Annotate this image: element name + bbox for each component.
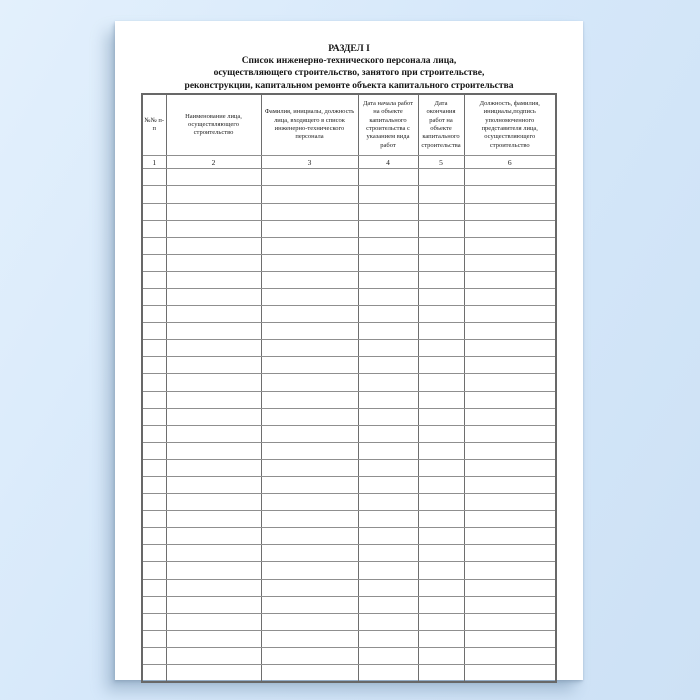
empty-cell [142,323,166,340]
empty-cell [261,528,358,545]
empty-cell [358,271,418,288]
empty-cell [358,237,418,254]
empty-cell [166,596,261,613]
empty-cell [166,613,261,630]
empty-cell [358,562,418,579]
empty-cell [418,425,464,442]
empty-table-row [142,477,556,494]
empty-cell [418,459,464,476]
empty-cell [142,391,166,408]
empty-cell [358,220,418,237]
empty-cell [418,186,464,203]
empty-cell [142,169,166,186]
empty-cell [142,630,166,647]
empty-cell [418,323,464,340]
empty-cell [166,220,261,237]
empty-cell [261,408,358,425]
empty-cell [166,254,261,271]
empty-cell [464,323,556,340]
empty-cell [142,511,166,528]
column-number-cell: 3 [261,156,358,169]
empty-cell [464,254,556,271]
column-header-number: №№ п-п [142,94,166,156]
empty-cell [358,254,418,271]
empty-table-row [142,220,556,237]
empty-cell [464,665,556,683]
empty-cell [464,391,556,408]
empty-cell [261,596,358,613]
empty-cell [418,545,464,562]
empty-cell [418,477,464,494]
empty-table-row [142,203,556,220]
empty-cell [261,288,358,305]
empty-cell [261,613,358,630]
empty-cell [358,494,418,511]
document-page [115,21,583,680]
empty-cell [358,340,418,357]
empty-cell [261,357,358,374]
table-body [142,169,556,682]
empty-table-row [142,408,556,425]
empty-cell [142,562,166,579]
empty-cell [261,340,358,357]
empty-table-row [142,630,556,647]
empty-cell [358,630,418,647]
empty-cell [418,237,464,254]
empty-cell [358,442,418,459]
column-number-cell: 2 [166,156,261,169]
empty-cell [142,528,166,545]
empty-table-row [142,186,556,203]
empty-cell [358,357,418,374]
empty-cell [261,442,358,459]
empty-cell [261,203,358,220]
empty-cell [142,408,166,425]
empty-cell [464,545,556,562]
empty-cell [261,374,358,391]
empty-cell [358,288,418,305]
empty-cell [142,665,166,683]
empty-cell [166,579,261,596]
empty-cell [358,203,418,220]
empty-cell [142,425,166,442]
empty-cell [464,442,556,459]
empty-table-row [142,647,556,664]
empty-cell [142,647,166,664]
empty-cell [464,562,556,579]
empty-table-row [142,169,556,186]
empty-cell [464,306,556,323]
empty-cell [142,579,166,596]
empty-cell [358,306,418,323]
empty-cell [358,169,418,186]
empty-table-row [142,494,556,511]
empty-cell [358,323,418,340]
empty-cell [142,545,166,562]
empty-cell [464,477,556,494]
empty-cell [418,528,464,545]
empty-table-row [142,579,556,596]
empty-cell [464,579,556,596]
empty-table-row [142,271,556,288]
empty-cell [464,169,556,186]
empty-cell [464,459,556,476]
empty-cell [166,391,261,408]
empty-cell [166,442,261,459]
section-heading: РАЗДЕЛ I [328,44,370,54]
column-numbering-row [142,156,556,169]
empty-cell [166,306,261,323]
empty-cell [166,374,261,391]
title-line-1: Список инженерно-технического персонала лица, [241,56,457,67]
empty-cell [261,562,358,579]
title-line-2: осуществляющего строительство, занятого при строительстве, [213,68,485,79]
empty-cell [261,169,358,186]
empty-cell [142,271,166,288]
empty-cell [166,459,261,476]
empty-table-row [142,357,556,374]
empty-cell [166,237,261,254]
empty-cell [261,186,358,203]
empty-cell [142,357,166,374]
empty-table-row [142,596,556,613]
empty-cell [166,630,261,647]
empty-cell [464,357,556,374]
empty-cell [418,203,464,220]
empty-cell [464,494,556,511]
empty-cell [358,408,418,425]
empty-cell [261,545,358,562]
column-number-cell: 1 [142,156,166,169]
empty-cell [142,203,166,220]
empty-cell [142,477,166,494]
empty-cell [418,408,464,425]
personnel-form-table [141,93,557,683]
empty-cell [166,186,261,203]
empty-cell [464,203,556,220]
empty-cell [261,254,358,271]
empty-cell [418,357,464,374]
empty-cell [464,511,556,528]
empty-table-row [142,665,556,683]
column-header-person-name: Фамилия, инициалы, должность лица, входящего в список инженерно-технического персонала [261,94,358,156]
empty-table-row [142,254,556,271]
empty-cell [464,596,556,613]
empty-cell [418,374,464,391]
column-header-representative: Должность, фамилия, инициалы,подпись уполномоченного представителя лица, осуществляющего строительство [464,94,556,156]
column-header-builder-name: Наименование лица, осуществляющего строительство [166,94,261,156]
empty-cell [142,237,166,254]
empty-cell [418,579,464,596]
empty-cell [166,562,261,579]
empty-cell [418,596,464,613]
empty-cell [358,613,418,630]
empty-table-row [142,323,556,340]
empty-cell [166,203,261,220]
empty-cell [418,562,464,579]
empty-table-row [142,562,556,579]
empty-cell [418,340,464,357]
empty-cell [166,647,261,664]
empty-cell [261,323,358,340]
empty-cell [358,391,418,408]
column-number-cell: 4 [358,156,418,169]
empty-cell [464,528,556,545]
empty-cell [464,647,556,664]
empty-cell [166,357,261,374]
empty-cell [464,630,556,647]
empty-cell [261,220,358,237]
empty-table-row [142,340,556,357]
empty-cell [464,237,556,254]
title-line-3: реконструкции, капитальном ремонте объекта капитального строительства [184,80,514,91]
empty-cell [358,511,418,528]
empty-cell [358,186,418,203]
column-number-cell: 6 [464,156,556,169]
empty-cell [142,459,166,476]
empty-cell [261,630,358,647]
empty-cell [358,545,418,562]
empty-cell [418,442,464,459]
empty-cell [418,169,464,186]
column-header-work-end-date: Дата окончания работ на объекте капитального строительства [418,94,464,156]
empty-cell [418,271,464,288]
empty-cell [166,477,261,494]
empty-cell [464,408,556,425]
empty-cell [418,220,464,237]
empty-cell [358,477,418,494]
empty-cell [464,288,556,305]
empty-cell [418,511,464,528]
empty-cell [261,579,358,596]
empty-cell [261,425,358,442]
empty-table-row [142,306,556,323]
empty-cell [261,271,358,288]
empty-table-row [142,425,556,442]
empty-cell [358,665,418,683]
empty-cell [261,647,358,664]
empty-cell [464,186,556,203]
empty-cell [418,647,464,664]
document-title-block [115,43,583,92]
empty-cell [464,425,556,442]
empty-cell [166,408,261,425]
empty-cell [261,494,358,511]
empty-cell [418,494,464,511]
empty-cell [418,391,464,408]
empty-cell [418,306,464,323]
empty-cell [166,169,261,186]
empty-cell [464,271,556,288]
empty-cell [358,528,418,545]
empty-table-row [142,237,556,254]
empty-cell [166,511,261,528]
empty-table-row [142,613,556,630]
empty-cell [142,596,166,613]
empty-table-row [142,528,556,545]
empty-cell [418,613,464,630]
empty-cell [358,374,418,391]
empty-cell [166,425,261,442]
empty-cell [142,374,166,391]
empty-cell [142,613,166,630]
empty-cell [142,494,166,511]
empty-cell [464,613,556,630]
empty-cell [464,220,556,237]
empty-cell [142,442,166,459]
empty-cell [142,340,166,357]
empty-cell [261,459,358,476]
empty-cell [418,665,464,683]
empty-table-row [142,391,556,408]
header-row [142,94,556,156]
empty-cell [358,596,418,613]
empty-cell [358,579,418,596]
empty-cell [166,323,261,340]
empty-cell [166,271,261,288]
empty-table-row [142,511,556,528]
empty-cell [358,459,418,476]
empty-cell [142,220,166,237]
empty-cell [142,288,166,305]
empty-cell [358,647,418,664]
empty-cell [418,630,464,647]
table-header [142,94,556,169]
empty-cell [418,288,464,305]
empty-cell [166,545,261,562]
empty-cell [166,340,261,357]
empty-cell [418,254,464,271]
empty-table-row [142,545,556,562]
empty-cell [261,665,358,683]
empty-table-row [142,374,556,391]
empty-cell [261,511,358,528]
empty-table-row [142,459,556,476]
empty-cell [261,237,358,254]
empty-cell [142,254,166,271]
column-number-cell: 5 [418,156,464,169]
empty-cell [261,477,358,494]
empty-cell [166,528,261,545]
empty-cell [261,391,358,408]
empty-table-row [142,442,556,459]
empty-cell [358,425,418,442]
empty-cell [142,306,166,323]
empty-cell [464,374,556,391]
empty-cell [142,186,166,203]
empty-cell [464,340,556,357]
empty-cell [166,665,261,683]
empty-cell [261,306,358,323]
empty-cell [166,494,261,511]
empty-cell [166,288,261,305]
column-header-work-start-date: Дата начала работ на объекте капитального строительства с указанием вида работ [358,94,418,156]
empty-table-row [142,288,556,305]
